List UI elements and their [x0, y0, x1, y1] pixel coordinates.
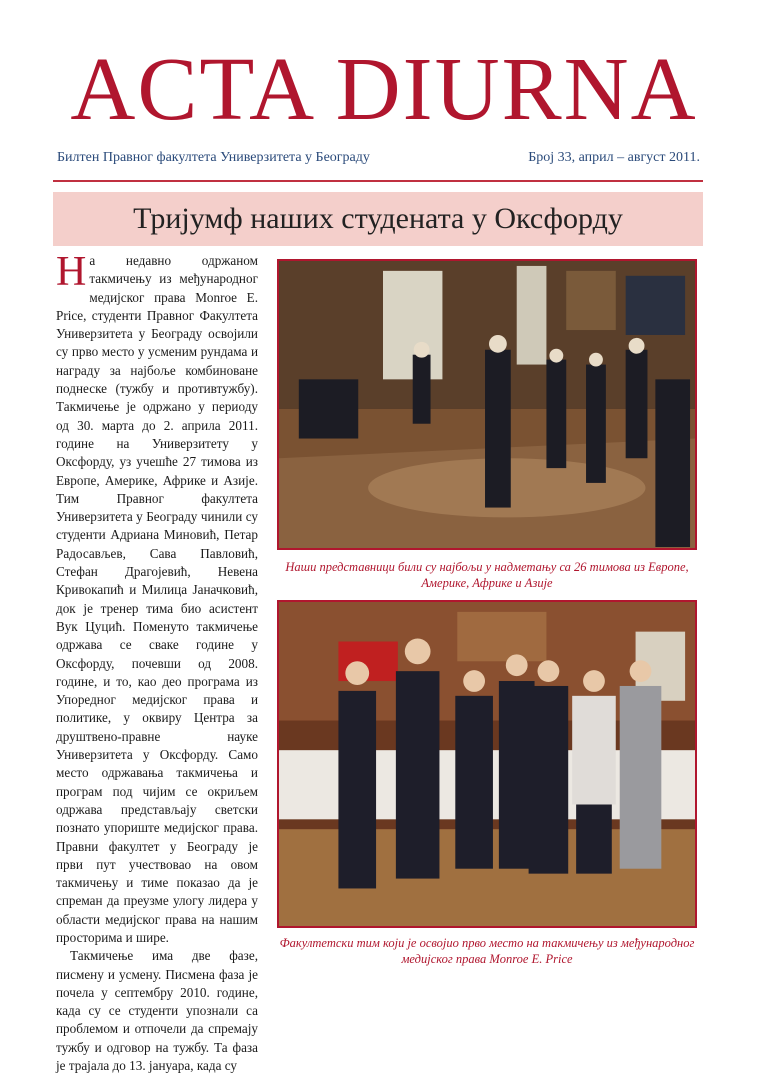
photo-team-caption: Факултетски тим који је освојио прво место на такмичењу из међународног медијског права Monroe E. Price [279, 936, 695, 966]
issue-number: Број 33, април – август 2011. [528, 150, 700, 165]
drop-cap: Н [56, 249, 87, 295]
photo-hall-image [279, 261, 695, 548]
paragraph-1-text: а недавно одржаном такмичењу из међународног медијског права Monroe E. Price, студенти Правног Факултета Универзитета у Београду освојили су прво место у усменим рундама и награду за најбоље комбиноване поднеске (тужбу и противтужбу). Такмичење је одржано у периоду од 30. марта до 2. априла 2011. године на Универзитету у Оксфорду, уз учешће 27 тимова из Европе, Америке, Африке и Азије. Тим Правног факултета Универзитета у Београду чинили су студенти Адриана Миновић, Петар Радосављев, Сава Павловић, Стефан Драгојевић, Невена Кривокапић и Милица Јаначковић, док је тренер тима био асистент Вук Цуцић. Поменуто такмичење одржава се сваке године у Оксфорду, почевши од 2008. године, и то, као део програма из Упоредног медијског права и политике, у оквиру Центра за друштвено-правне науке Универзитета у Оксфорду. Само место одржавања такмичења и програм под чијим се окриљем одржава представљају светски познато упориште медијског права. Правни факултет у Београду је први пут учествовао на овом такмичењу и тиме показао да је спреман да преузме улогу лидера у области медијског права на нашим просторима и шире. [56, 253, 258, 945]
photo-hall [277, 259, 697, 550]
article-paragraph-2: Такмичење има две фазе, писмену и усмену. Писмена фаза је почела у септембру 2010. године, када су се студенти упознали са проблемом и отпочели да спремају тужбу и одговор на тужбу. Та фаза је трајала до 13. јануара, када су [56, 948, 258, 1074]
bulletin-subtitle: Билтен Правног факултета Универзитета у Београду [57, 150, 370, 165]
photo-team [277, 600, 697, 928]
article-headline [53, 192, 703, 246]
masthead-title: ACTA DIURNA [70, 40, 698, 139]
article-paragraph [56, 249, 258, 947]
header-divider [53, 180, 703, 182]
headline-text: Тријумф наших студената у Оксфорду [133, 202, 623, 235]
photo-hall-caption: Наши представници били су најбољи у надметању са 26 тимова из Европе, Америке, Африке и Азије [285, 560, 689, 590]
photo-team-image [279, 602, 695, 926]
article-body [56, 249, 258, 1075]
